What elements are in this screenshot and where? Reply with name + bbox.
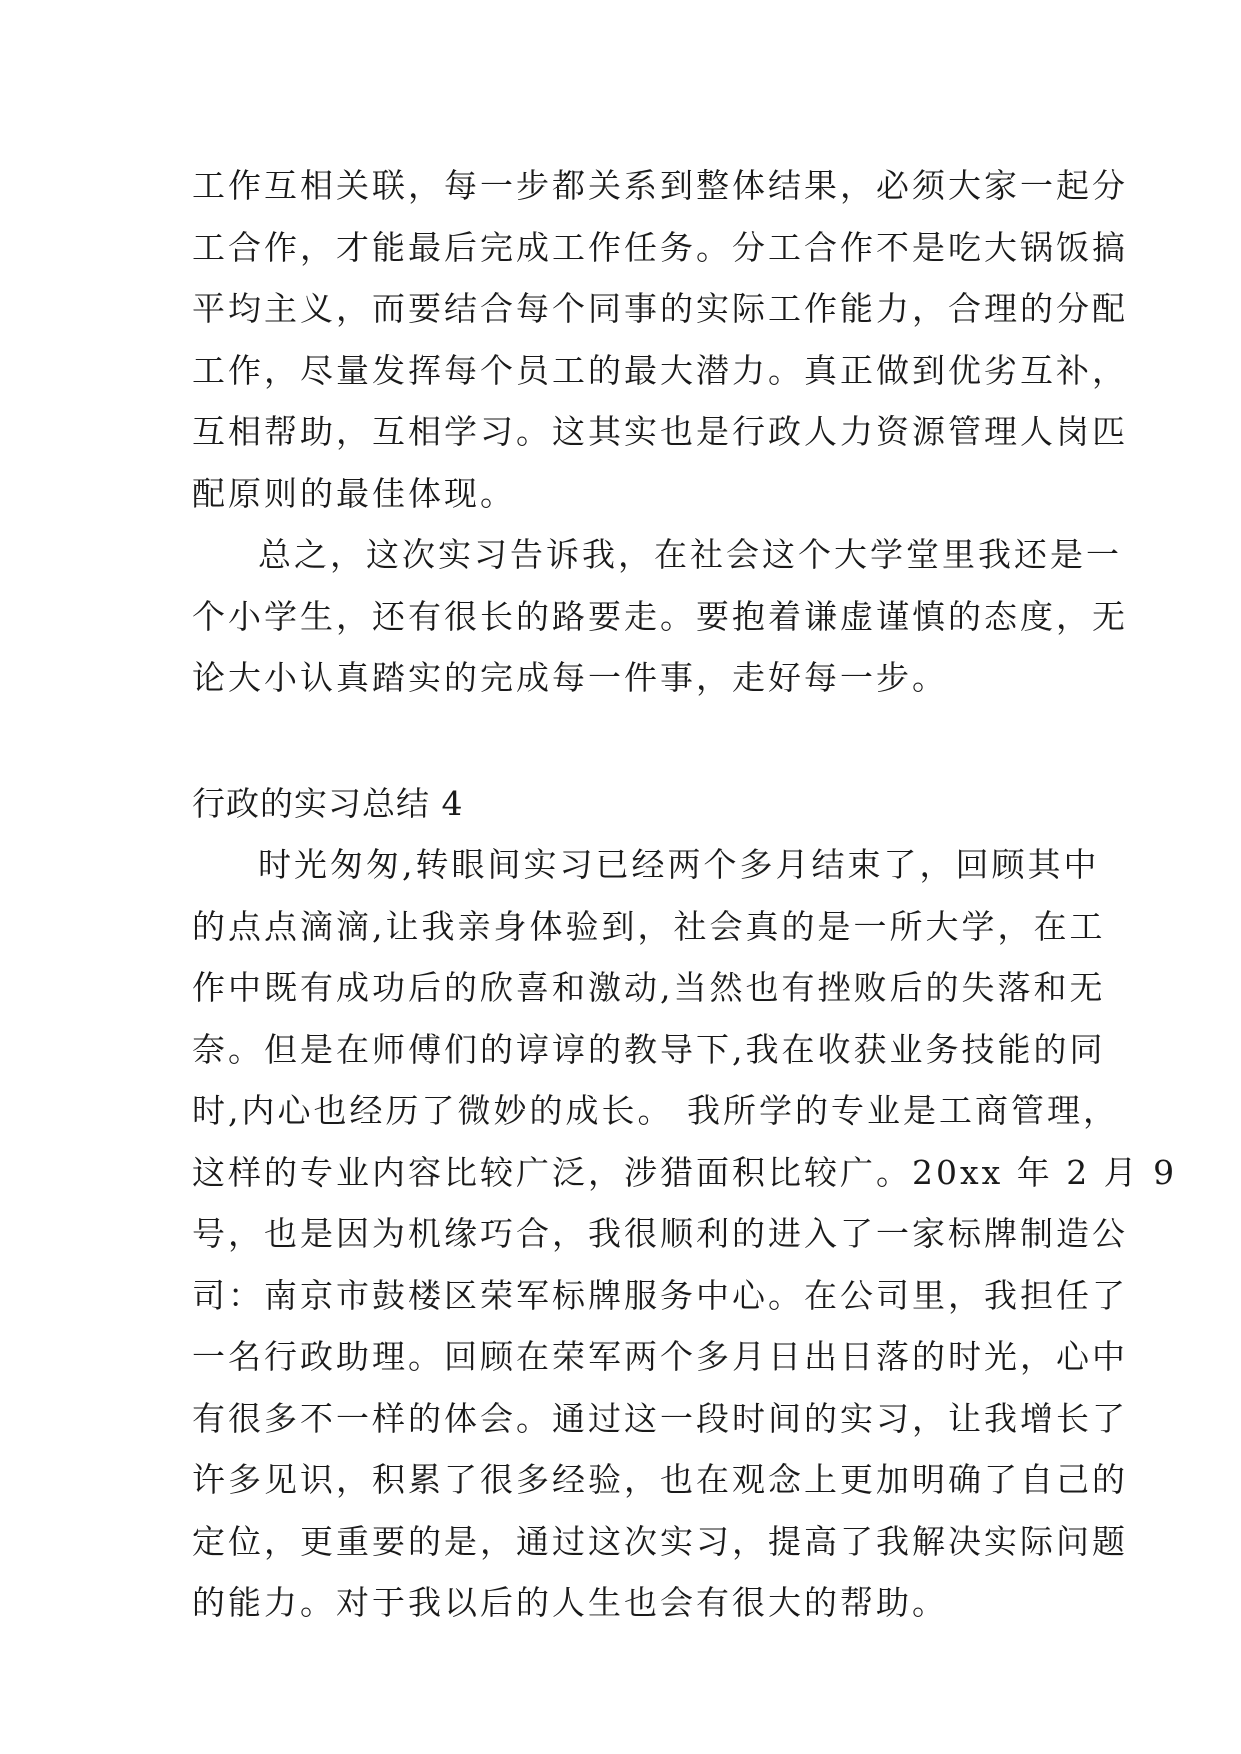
text-line: 平均主义，而要结合每个同事的实际工作能力，合理的分配 xyxy=(192,289,1128,328)
text-line: 奈。但是在师傅们的谆谆的教导下,我在收获业务技能的同 xyxy=(192,1029,1106,1069)
section-spacer xyxy=(192,709,1072,773)
text-line: 的能力。对于我以后的人生也会有很大的帮助。 xyxy=(192,1583,948,1622)
text-line: 互相帮助，互相学习。这其实也是行政人力资源管理人岗匹 xyxy=(192,412,1128,451)
text-line: 司：南京市鼓楼区荣军标牌服务中心。在公司里，我担任了 xyxy=(192,1275,1128,1315)
text-line: 许多见识，积累了很多经验，也在观念上更加明确了自己的 xyxy=(192,1460,1128,1499)
document-body xyxy=(192,155,1178,1634)
text-line: 的点点滴滴,让我亲身体验到，社会真的是一所大学，在工 xyxy=(192,906,1106,946)
text-line: 总之，这次实习告诉我，在社会这个大学堂里我还是一 xyxy=(258,535,1122,574)
text-line: 论大小认真踏实的完成每一件事，走好每一步。 xyxy=(192,658,948,697)
text-line: 工作互相关联，每一步都关系到整体结果，必须大家一起分 xyxy=(192,166,1128,205)
text-line: 工作，尽量发挥每个员工的最大潜力。真正做到优劣互补， xyxy=(192,350,1128,390)
text-line: 这样的专业内容比较广泛，涉猎面积比较广。20xx 年 2 月 9 xyxy=(192,1152,1178,1192)
text-line: 配原则的最佳体现。 xyxy=(192,473,516,513)
text-line: 号，也是因为机缘巧合，我很顺利的进入了一家标牌制造公 xyxy=(192,1214,1128,1253)
text-line: 工合作，才能最后完成工作任务。分工合作不是吃大锅饭搞 xyxy=(192,227,1128,267)
section-heading: 行政的实习总结 4 xyxy=(192,783,464,823)
paragraph-teamwork xyxy=(192,155,1128,524)
text-line: 时光匆匆,转眼间实习已经两个多月结束了，回顾其中 xyxy=(258,845,1100,884)
paragraph-conclusion xyxy=(192,524,1128,709)
paragraph-internship xyxy=(192,834,1178,1634)
text-line: 有很多不一样的体会。通过这一段时间的实习，让我增长了 xyxy=(192,1398,1128,1438)
text-line: 一名行政助理。回顾在荣军两个多月日出日落的时光，心中 xyxy=(192,1337,1128,1376)
text-line: 定位，更重要的是，通过这次实习，提高了我解决实际问题 xyxy=(192,1521,1128,1561)
text-line: 时,内心也经历了微妙的成长。 我所学的专业是工商管理， xyxy=(192,1091,1119,1130)
text-line: 个小学生，还有很长的路要走。要抱着谦虚谨慎的态度，无 xyxy=(192,596,1128,636)
text-line: 作中既有成功后的欣喜和激动,当然也有挫败后的失落和无 xyxy=(192,968,1106,1007)
